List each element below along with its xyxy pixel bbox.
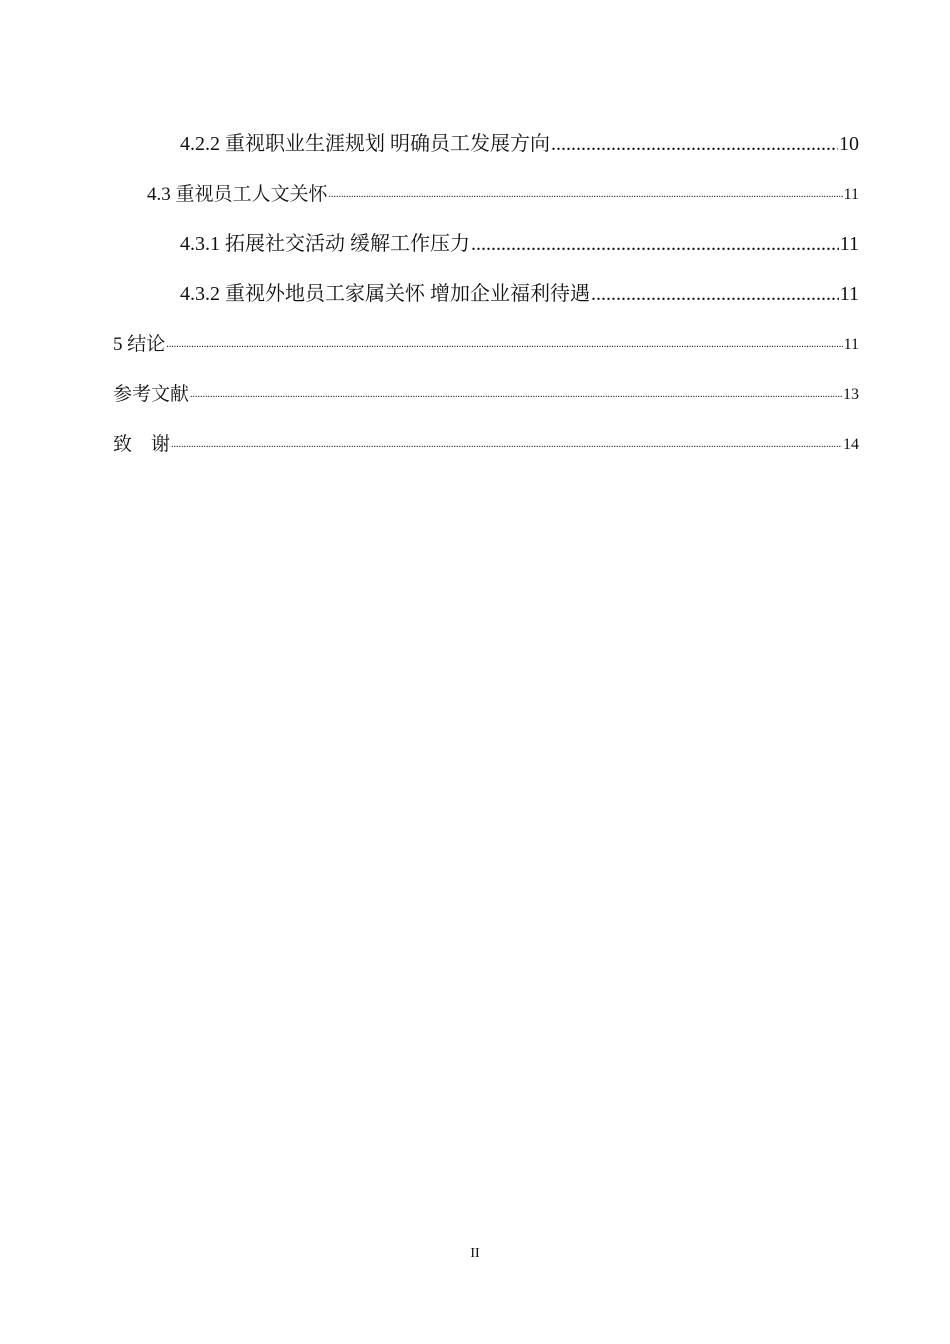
toc-entry[interactable] — [147, 170, 859, 206]
toc-entry-title: 4.2.2 重视职业生涯规划 明确员工发展方向 — [180, 133, 550, 155]
toc-entry-page: 11 — [839, 283, 859, 305]
toc-dot-leader — [329, 188, 843, 206]
toc-entry[interactable] — [113, 320, 859, 356]
toc-entry-page: 10 — [839, 133, 859, 155]
toc-entry-page: 11 — [843, 186, 859, 203]
toc-dot-leader — [171, 438, 842, 456]
toc-dot-leader — [591, 283, 839, 306]
toc-entry-page: 14 — [843, 436, 859, 453]
toc-entry-page: 13 — [843, 386, 859, 403]
toc-entry-page: 11 — [843, 336, 859, 353]
toc-entry-title: 4.3.1 拓展社交活动 缓解工作压力 — [180, 233, 470, 255]
toc-dot-leader — [471, 233, 839, 256]
toc-entry-title: 参考文献 — [113, 384, 190, 405]
toc-entry[interactable] — [180, 270, 859, 306]
toc-entry-title: 致 谢 — [113, 434, 171, 455]
toc-entry-page: 11 — [839, 233, 859, 255]
page-number: II — [470, 1246, 480, 1261]
toc-entry[interactable] — [180, 220, 859, 256]
toc-entry-title: 5 结论 — [113, 334, 166, 355]
toc-entry[interactable] — [180, 120, 859, 156]
toc-dot-leader — [190, 388, 842, 406]
toc-dot-leader — [551, 133, 838, 156]
page-footer — [0, 1246, 950, 1262]
toc-entry[interactable] — [113, 420, 859, 456]
toc-entry-title: 4.3.2 重视外地员工家属关怀 增加企业福利待遇 — [180, 283, 590, 305]
toc-dot-leader — [166, 338, 842, 356]
toc-entry[interactable] — [113, 370, 859, 406]
toc-entry-title: 4.3 重视员工人文关怀 — [147, 184, 328, 205]
